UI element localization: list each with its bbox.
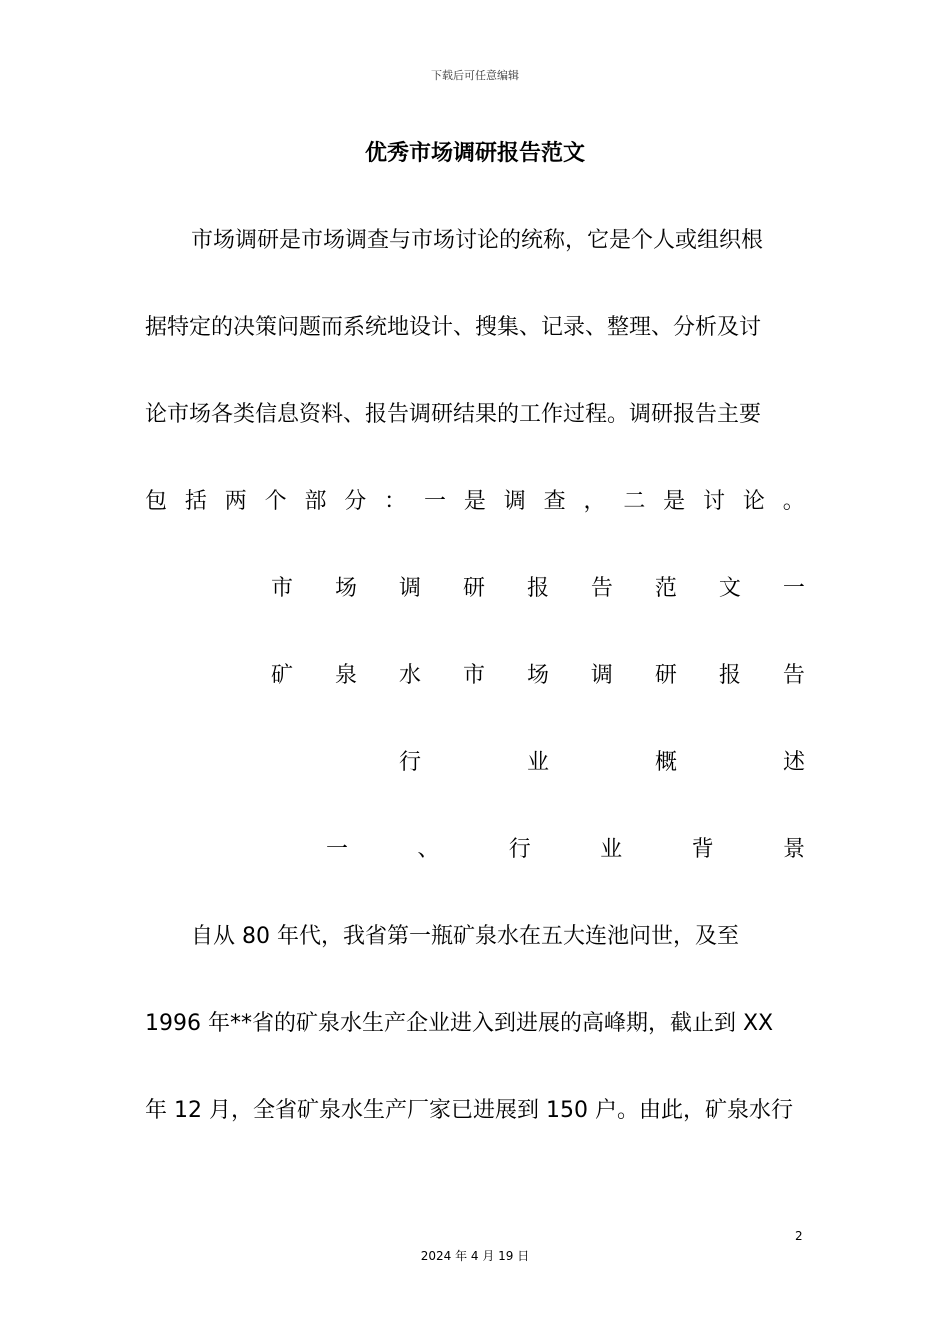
intro-line-4-char: 是: [663, 489, 686, 514]
intro-line-4-char: 括: [184, 489, 207, 514]
document-title: 优秀市场调研报告范文: [364, 141, 585, 166]
subsection-heading: [326, 835, 805, 865]
subsection-heading-char: 业: [600, 837, 623, 862]
intro-line-4-char: 两: [224, 489, 247, 514]
intro-line-4-char: ，: [583, 489, 606, 514]
section-heading-char: 概: [654, 750, 677, 775]
subsection-heading-char: 行: [508, 837, 531, 862]
sample-title-char: 一: [782, 576, 805, 601]
sample-title-char: 研: [462, 576, 485, 601]
report-title-char: 报: [718, 663, 741, 688]
sample-title-char: 调: [398, 576, 421, 601]
intro-line-4-char: 个: [264, 489, 287, 514]
intro-line-4-char: 二: [623, 489, 646, 514]
body-line-3: 年 12 月，全省矿泉水生产厂家已进展到 150 户。由此，矿泉水行: [145, 1098, 793, 1123]
intro-line-4-char: 论: [742, 489, 765, 514]
section-heading-char: 述: [782, 750, 805, 775]
sample-title-char: 报: [526, 576, 549, 601]
intro-line-1: 市场调研是市场调查与市场讨论的统称，它是个人或组织根: [191, 228, 764, 253]
report-title-char: 场: [526, 663, 549, 688]
intro-line-4-char: 一: [424, 489, 447, 514]
report-title: [271, 661, 805, 691]
section-heading: [399, 748, 805, 778]
report-title-char: 研: [654, 663, 677, 688]
report-title-char: 泉: [334, 663, 357, 688]
report-title-char: 水: [398, 663, 421, 688]
sample-title-char: 场: [334, 576, 357, 601]
subsection-heading-char: 、: [417, 837, 440, 862]
footer-date: 2024 年 4 月 19 日: [420, 1249, 530, 1263]
sample-title-char: 文: [718, 576, 741, 601]
section-heading-char: 业: [526, 750, 549, 775]
report-title-char: 调: [590, 663, 613, 688]
page-number: 2: [795, 1229, 803, 1243]
subsection-heading-char: 景: [782, 837, 805, 862]
intro-line-4-char: 分: [344, 489, 367, 514]
intro-line-4: [145, 487, 805, 517]
intro-line-3: 论市场各类信息资料、报告调研结果的工作过程。调研报告主要: [145, 402, 762, 427]
sample-title-char: 市: [271, 576, 294, 601]
intro-line-4-char: 调: [503, 489, 526, 514]
subsection-heading-char: 一: [326, 837, 349, 862]
intro-line-4-char: ：: [384, 489, 407, 514]
page-header-note: 下载后可任意编辑: [431, 69, 519, 82]
intro-line-4-char: 查: [543, 489, 566, 514]
intro-line-4-char: 。: [782, 489, 805, 514]
sample-title-char: 范: [654, 576, 677, 601]
intro-line-4-char: 部: [304, 489, 327, 514]
section-heading-char: 行: [399, 750, 422, 775]
report-title-char: 告: [782, 663, 805, 688]
intro-line-4-char: 讨: [703, 489, 726, 514]
subsection-heading-char: 背: [691, 837, 714, 862]
intro-line-4-char: 包: [145, 489, 168, 514]
body-line-2: 1996 年**省的矿泉水生产企业进入到进展的高峰期，截止到 XX: [145, 1011, 774, 1036]
sample-title: [271, 574, 805, 604]
intro-line-4-char: 是: [463, 489, 486, 514]
sample-title-char: 告: [590, 576, 613, 601]
intro-line-2: 据特定的决策问题而系统地设计、搜集、记录、整理、分析及讨: [145, 315, 762, 340]
report-title-char: 市: [462, 663, 485, 688]
body-line-1: 自从 80 年代，我省第一瓶矿泉水在五大连池问世，及至: [191, 924, 739, 949]
report-title-char: 矿: [271, 663, 294, 688]
